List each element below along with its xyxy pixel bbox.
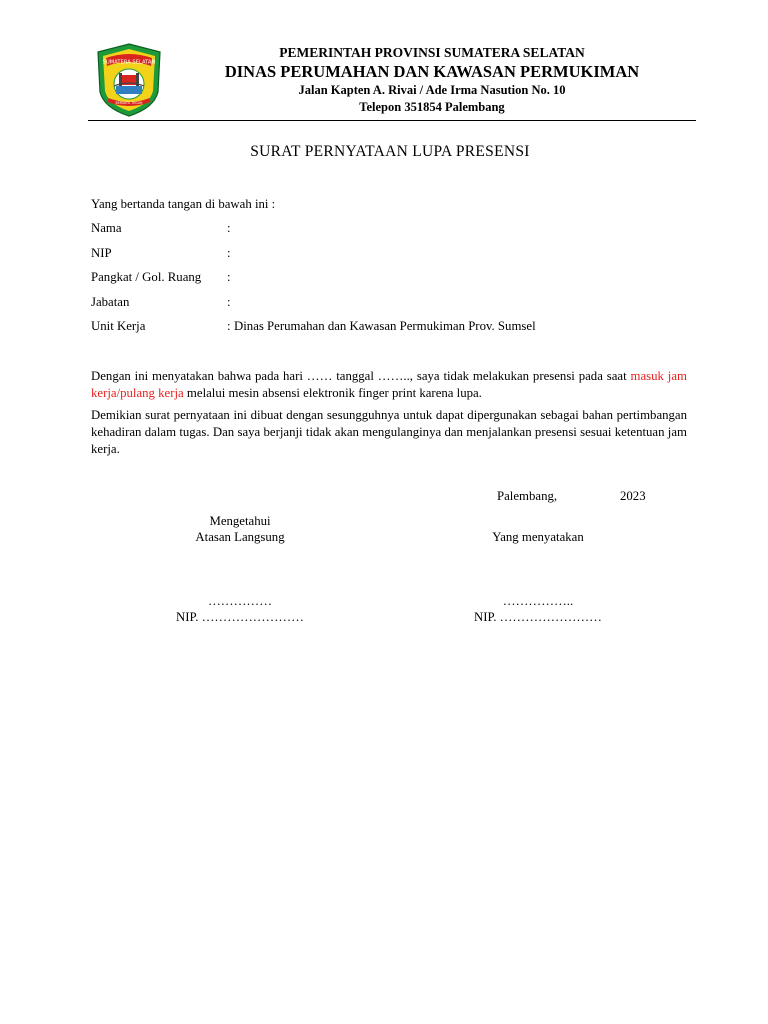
field-label: Jabatan: [91, 295, 130, 309]
closing-paragraph: Demikian surat pernyataan ini dibuat dengan sesungguhnya untuk dapat dipergunakan sebagai bahan pertimbangan kehadiran dalam tugas. Dan saya berjanji tidak akan mengulanginya dan menjalankan presensi sesuai ketentuan jam kerja.: [91, 408, 687, 456]
right-signatory-nip: NIP. ……………………: [474, 610, 602, 624]
intro-text: Yang bertanda tangan di bawah ini :: [91, 197, 276, 211]
statement-paragraph: [91, 368, 687, 402]
right-signatory-name: ……………..: [502, 594, 574, 608]
letterhead-government: PEMERINTAH PROVINSI SUMATERA SELATAN: [279, 45, 585, 60]
document-title: SURAT PERNYATAAN LUPA PRESENSI: [250, 143, 530, 160]
field-jabatan: [91, 294, 691, 312]
logo-motto-text: BERSATU TEGUH: [115, 101, 143, 105]
field-colon: :: [227, 319, 231, 333]
letterhead-phone: Telepon 351854 Palembang: [359, 100, 505, 114]
field-unit-kerja: [91, 318, 691, 336]
letterhead-agency: DINAS PERUMAHAN DAN KAWASAN PERMUKIMAN: [224, 62, 640, 81]
field-label: Pangkat / Gol. Ruang: [91, 270, 202, 284]
field-pangkat-gol: [91, 269, 691, 287]
province-emblem-logo: [94, 42, 164, 118]
statement-text-end: melalui mesin absensi elektronik finger print karena lupa.: [183, 386, 482, 400]
field-colon: :: [227, 295, 231, 309]
field-nama: [91, 220, 691, 238]
field-colon: :: [227, 246, 231, 260]
left-signatory-name: ……………: [208, 594, 272, 608]
left-signatory-nip: NIP. ……………………: [176, 610, 304, 624]
field-label: Nama: [91, 221, 122, 235]
statement-highlight: masuk jam kerja/pulang kerja: [91, 369, 687, 400]
field-value: Dinas Perumahan dan Kawasan Permukiman Prov. Sumsel: [234, 319, 536, 333]
field-label: Unit Kerja: [91, 319, 146, 333]
right-signatory-title: Yang menyatakan: [492, 530, 584, 544]
left-signatory-title: Atasan Langsung: [195, 530, 285, 544]
date-year: 2023: [620, 489, 646, 503]
statement-text-start: Dengan ini menyatakan bahwa pada hari …… tanggal …….., saya tidak melakukan presensi pada saat: [91, 369, 631, 383]
field-nip: [91, 245, 691, 263]
left-signatory-line1: Mengetahui: [209, 514, 271, 528]
letterhead-divider: [88, 120, 696, 121]
letterhead: [180, 44, 684, 116]
logo-banner-text: SUMATERA SELATAN: [102, 59, 156, 66]
place-label: Palembang,: [497, 489, 558, 503]
field-colon: :: [227, 221, 231, 235]
field-label: NIP: [91, 246, 112, 260]
field-colon: :: [227, 270, 231, 284]
letterhead-address: Jalan Kapten A. Rivai / Ade Irma Nasution No. 10: [298, 83, 566, 97]
